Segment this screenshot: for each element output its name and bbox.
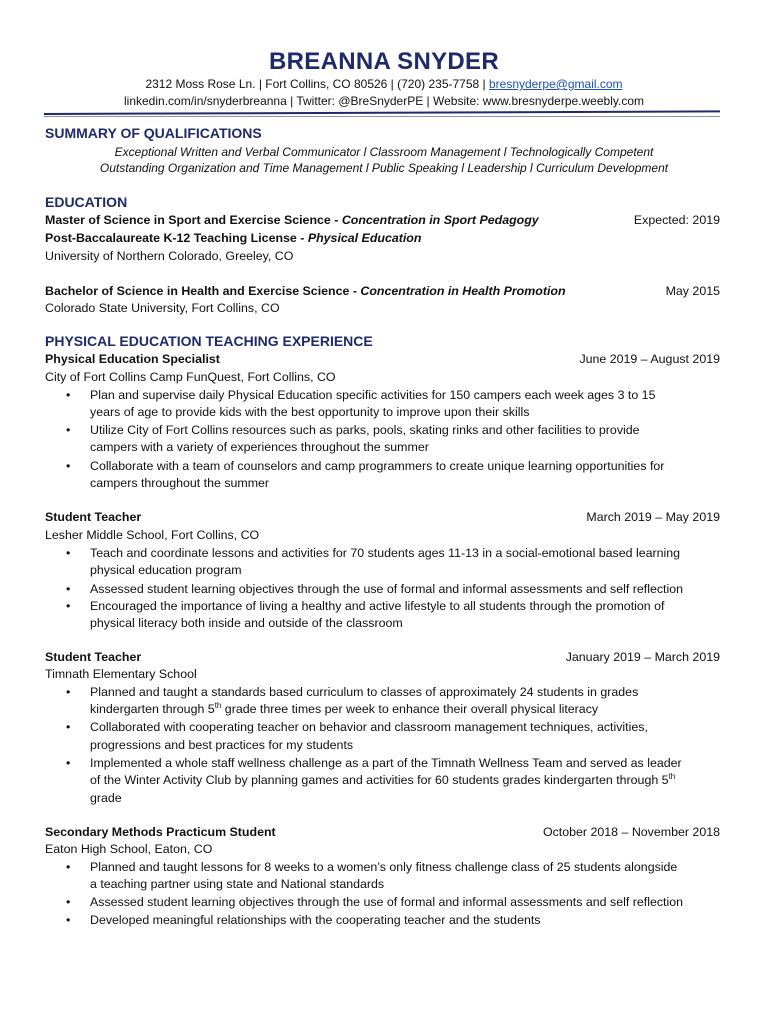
job2-bullet2-line1: Assessed student learning objectives through the use of formal and informal assessments and self reflection bbox=[90, 582, 684, 596]
job4-bullet1-line1: Planned and taught lessons for 8 weeks to a women’s only fitness challenge class of 25 students alongside bbox=[90, 860, 678, 874]
job1-bullet3-line1: Collaborate with a team of counselors and camp programmers to create unique learning opportunities for bbox=[90, 459, 665, 473]
job3-bullet1-line1: Planned and taught a standards based curriculum to classes of approximately 24 students in grades bbox=[90, 685, 639, 699]
bullet-icon: • bbox=[66, 459, 71, 473]
bullet-icon: • bbox=[66, 685, 71, 699]
bullet-icon: • bbox=[66, 860, 71, 874]
job3-bullet1-text-b: grade three times per week to enhance their overall physical literacy bbox=[221, 702, 599, 716]
header-divider bbox=[44, 110, 720, 115]
job3-bullet1-text-a: kindergarten through 5 bbox=[90, 702, 215, 716]
job1-role: Physical Education Specialist bbox=[45, 352, 220, 366]
job4-org: Eaton High School, Eaton, CO bbox=[45, 842, 213, 856]
job2-bullet3-line2: physical literacy both inside and outside of the classroom bbox=[90, 616, 403, 630]
job2-bullet1-line1: Teach and coordinate lessons and activities for 70 students ages 11-13 in a social-emotional based learning bbox=[90, 546, 681, 560]
ms-degree-name: Master of Science in Sport and Exercise Science - bbox=[45, 213, 342, 227]
bs-date: May 2015 bbox=[665, 284, 720, 298]
job3-bullet3-line2 bbox=[90, 773, 675, 787]
job2-dates: March 2019 – May 2019 bbox=[586, 510, 720, 524]
bullet-icon: • bbox=[66, 913, 71, 927]
ms-concentration: Concentration in Sport Pedagogy bbox=[341, 213, 539, 227]
job2-org: Lesher Middle School, Fort Collins, CO bbox=[45, 528, 260, 542]
job3-bullet1-line2 bbox=[90, 702, 598, 716]
bullet-icon: • bbox=[66, 388, 71, 402]
bs-degree bbox=[45, 284, 566, 298]
license-name: Post-Baccalaureate K-12 Teaching License - bbox=[45, 231, 308, 245]
job3-bullet2-line2: progressions and best practices for my students bbox=[90, 738, 354, 752]
job3-bullet3-text-a: of the Winter Activity Club by planning games and activities for 60 students grades kindergarten through 5 bbox=[90, 773, 669, 787]
job4-dates: October 2018 – November 2018 bbox=[542, 825, 720, 839]
job2-bullet1-line2: physical education program bbox=[90, 563, 242, 577]
job3-org: Timnath Elementary School bbox=[45, 667, 197, 681]
candidate-name: BREANNA SNYDER bbox=[269, 48, 499, 75]
job4-bullet1-line2: a teaching partner using state and National standards bbox=[90, 877, 385, 891]
contact-line-2: linkedin.com/in/snyderbreanna | Twitter: @BreSnyderPE | Website: www.bresnyderpe.weebly.com bbox=[124, 94, 644, 108]
job3-dates: January 2019 – March 2019 bbox=[565, 650, 720, 664]
job1-dates: June 2019 – August 2019 bbox=[579, 352, 720, 366]
bs-degree-name: Bachelor of Science in Health and Exercise Science - bbox=[45, 284, 361, 298]
job2-bullet3-line1: Encouraged the importance of living a healthy and active lifestyle to all students through the promotion of bbox=[90, 599, 665, 613]
job3-role: Student Teacher bbox=[45, 650, 142, 664]
section-title-experience: PHYSICAL EDUCATION TEACHING EXPERIENCE bbox=[45, 333, 373, 349]
summary-line-1: Exceptional Written and Verbal Communicator l Classroom Management l Technologically Competent bbox=[114, 145, 654, 159]
bs-concentration: Concentration in Health Promotion bbox=[360, 284, 566, 298]
address-phone: 2312 Moss Rose Ln. | Fort Collins, CO 80526 | (720) 235-7758 | bbox=[145, 77, 489, 91]
teaching-license bbox=[45, 231, 421, 245]
job4-bullet3-line1: Developed meaningful relationships with the cooperating teacher and the students bbox=[90, 913, 541, 927]
ms-date: Expected: 2019 bbox=[633, 213, 720, 227]
bullet-icon: • bbox=[66, 720, 71, 734]
bs-school: Colorado State University, Fort Collins, CO bbox=[45, 301, 280, 315]
bullet-icon: • bbox=[66, 599, 71, 613]
job4-bullet2-line1: Assessed student learning objectives through the use of formal and informal assessments and self reflection bbox=[90, 895, 684, 909]
summary-line-2: Outstanding Organization and Time Management l Public Speaking l Leadership l Curriculum Development bbox=[99, 161, 669, 175]
job1-org: City of Fort Collins Camp FunQuest, Fort Collins, CO bbox=[45, 370, 336, 384]
job3-bullet3-line3: grade bbox=[90, 791, 122, 805]
header-divider-thin bbox=[44, 116, 720, 117]
bullet-icon: • bbox=[66, 756, 71, 770]
job3-bullet2-line1: Collaborated with cooperating teacher on behavior and classroom management techniques, activities, bbox=[90, 720, 648, 734]
section-title-education: EDUCATION bbox=[45, 194, 128, 210]
ms-degree bbox=[45, 213, 539, 227]
email-link[interactable]: bresnyderpe@gmail.com bbox=[488, 77, 623, 91]
job4-role: Secondary Methods Practicum Student bbox=[45, 825, 276, 839]
job1-bullet3-line2: campers throughout the summer bbox=[90, 476, 270, 490]
license-area: Physical Education bbox=[307, 231, 422, 245]
section-title-summary: SUMMARY OF QUALIFICATIONS bbox=[45, 125, 262, 141]
bullet-icon: • bbox=[66, 546, 71, 560]
ms-school: University of Northern Colorado, Greeley, CO bbox=[45, 249, 294, 263]
job1-bullet1-line1: Plan and supervise daily Physical Education specific activities for 150 campers each week ages 3 to 15 bbox=[90, 388, 656, 402]
bullet-icon: • bbox=[66, 895, 71, 909]
bullet-icon: • bbox=[66, 423, 71, 437]
bullet-icon: • bbox=[66, 582, 71, 596]
ordinal-suffix: th bbox=[668, 772, 676, 781]
ordinal-suffix: th bbox=[214, 701, 222, 710]
job2-role: Student Teacher bbox=[45, 510, 142, 524]
job1-bullet2-line1: Utilize City of Fort Collins resources such as parks, pools, skating rinks and other facilities to provide bbox=[90, 423, 640, 437]
job1-bullet1-line2: years of age to provide kids with the best opportunity to improve upon their skills bbox=[90, 405, 530, 419]
job3-bullet3-line1: Implemented a whole staff wellness challenge as a part of the Timnath Wellness Team and served as leader bbox=[90, 756, 682, 770]
job1-bullet2-line2: campers with a variety of experiences throughout the summer bbox=[90, 440, 429, 454]
contact-line-1 bbox=[0, 77, 768, 91]
